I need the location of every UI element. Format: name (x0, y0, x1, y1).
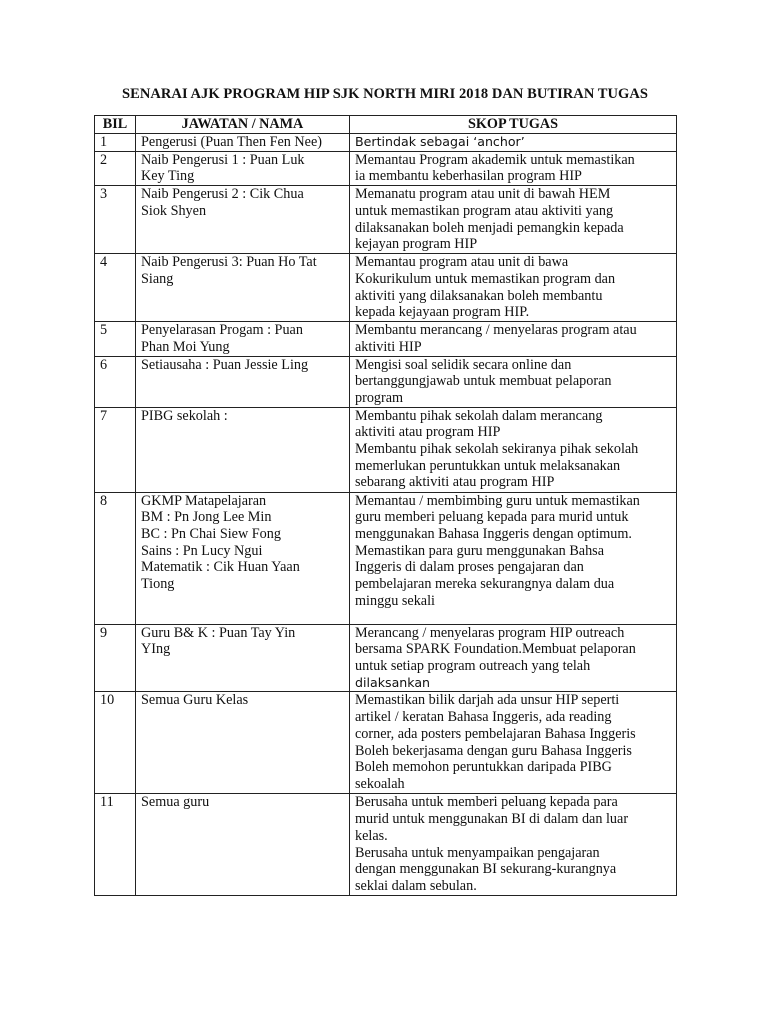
cell-skop-tugas (350, 492, 677, 624)
text-line: seklai dalam sebulan. (355, 877, 477, 894)
text-line: pembelajaran mereka sekurangnya dalam dua (355, 576, 615, 593)
cell-bil: 10 (95, 692, 136, 794)
header-bil: BIL (95, 116, 136, 134)
cell-bil: 1 (95, 134, 136, 152)
text-line: Key Ting (141, 168, 195, 185)
header-jawatan-nama: JAWATAN / NAMA (136, 116, 350, 134)
table-row (95, 624, 677, 692)
cell-jawatan-nama (136, 407, 350, 492)
text-line: Semua Guru Kelas (141, 692, 249, 709)
text-line: memerlukan peruntukkan untuk melaksanakan (355, 457, 621, 474)
cell-jawatan-nama (136, 134, 350, 152)
text-line: Boleh bekerjasama dengan guru Bahasa Inggeris (355, 742, 632, 759)
cell-bil: 5 (95, 322, 136, 356)
text-line: Berusaha untuk memberi peluang kepada para (355, 794, 618, 811)
text-line: Naib Pengerusi 1 : Puan Luk (141, 151, 305, 168)
header-skop-tugas: SKOP TUGAS (350, 116, 677, 134)
table-row (95, 322, 677, 356)
cell-skop-tugas (350, 356, 677, 407)
text-line: Mengisi soal selidik secara online dan (355, 356, 572, 373)
cell-skop-tugas (350, 322, 677, 356)
text-line: Matematik : Cik Huan Yaan (141, 559, 300, 576)
text-line: Boleh memohon peruntukkan daripada PIBG (355, 759, 612, 776)
text-line: Memantau / membimbing guru untuk memastikan (355, 492, 640, 509)
text-line: kelas. (355, 827, 388, 844)
text-line: corner, ada posters pembelajaran Bahasa Inggeris (355, 725, 636, 742)
cell-jawatan-nama (136, 692, 350, 794)
cell-skop-tugas (350, 407, 677, 492)
text-line: Sains : Pn Lucy Ngui (141, 542, 263, 559)
text-line: aktiviti atau program HIP (355, 424, 501, 441)
text-line: Memanatu program atau unit di bawah HEM (355, 186, 611, 203)
text-line: Siang (141, 270, 174, 287)
text-line: Siok Shyen (141, 202, 207, 219)
text-line: Semua guru (141, 794, 210, 811)
text-line: ia membantu keberhasilan program HIP (355, 168, 582, 185)
text-line: Kokurikulum untuk memastikan program dan (355, 270, 616, 287)
cell-jawatan-nama (136, 356, 350, 407)
text-line: menggunakan Bahasa Inggeris dengan optimum. (355, 526, 632, 543)
text-line: Membantu merancang / menyelaras program atau (355, 322, 637, 339)
text-line: artikel / keratan Bahasa Inggeris, ada reading (355, 709, 612, 726)
table-row (95, 186, 677, 254)
text-line: program (355, 389, 404, 406)
text-line: Membantu pihak sekolah dalam merancang (355, 407, 603, 424)
text-line: kejayan program HIP (355, 236, 478, 253)
text-line: Memastikan bilik darjah ada unsur HIP seperti (355, 692, 620, 709)
text-line: Naib Pengerusi 2 : Cik Chua (141, 186, 304, 203)
text-line: bersama SPARK Foundation.Membuat pelaporan (355, 641, 636, 658)
text-line: Pengerusi (Puan Then Fen Nee) (141, 134, 322, 150)
text-line: Phan Moi Yung (141, 338, 230, 355)
cell-skop-tugas (350, 254, 677, 322)
cell-skop-tugas (350, 794, 677, 896)
cell-skop-tugas (350, 151, 677, 185)
cell-bil: 3 (95, 186, 136, 254)
table-row (95, 692, 677, 794)
text-line: Memastikan para guru menggunakan Bahsa (355, 542, 604, 559)
table-row (95, 134, 677, 152)
text-line: BC : Pn Chai Siew Fong (141, 526, 281, 543)
table-row (95, 254, 677, 322)
duty-table (94, 115, 677, 896)
cell-jawatan-nama (136, 624, 350, 692)
text-line: Bertindak sebagai ‘anchor’ (355, 134, 525, 149)
text-line: Merancang / menyelaras program HIP outreach (355, 624, 625, 641)
table-row (95, 356, 677, 407)
text-line: untuk memastikan program atau aktiviti yang (355, 202, 614, 219)
text-line: murid untuk menggunakan BI di dalam dan luar (355, 811, 629, 828)
cell-bil: 7 (95, 407, 136, 492)
cell-skop-tugas (350, 186, 677, 254)
text-line: Tiong (141, 576, 175, 593)
text-line: Memantau Program akademik untuk memastikan (355, 151, 635, 168)
text-line: minggu sekali (355, 592, 435, 609)
text-line: Naib Pengerusi 3: Puan Ho Tat (141, 254, 317, 271)
cell-jawatan-nama (136, 186, 350, 254)
cell-bil: 8 (95, 492, 136, 624)
text-line: aktiviti HIP (355, 338, 422, 355)
table-row (95, 794, 677, 896)
text-line: dilaksankan (355, 674, 431, 690)
cell-jawatan-nama (136, 151, 350, 185)
cell-skop-tugas (350, 692, 677, 794)
text-line: sebarang aktiviti atau program HIP (355, 474, 555, 491)
text-line: dengan menggunakan BI sekurang-kurangnya (355, 861, 617, 878)
text-line: bertanggungjawab untuk membuat pelaporan (355, 373, 612, 390)
cell-bil: 9 (95, 624, 136, 692)
cell-bil: 4 (95, 254, 136, 322)
text-line: Berusaha untuk menyampaikan pengajaran (355, 844, 600, 861)
text-line: kepada kejayaan program HIP. (355, 304, 530, 321)
document-title: SENARAI AJK PROGRAM HIP SJK NORTH MIRI 2018 DAN BUTIRAN TUGAS (122, 86, 648, 102)
text-line: Penyelarasan Progam : Puan (141, 322, 303, 339)
cell-jawatan-nama (136, 794, 350, 896)
text-line: untuk setiap program outreach yang telah (355, 658, 591, 675)
text-line: Inggeris di dalam proses pengajaran dan (355, 559, 584, 576)
table-row (95, 407, 677, 492)
table-row (95, 151, 677, 185)
text-line: Membantu pihak sekolah sekiranya pihak sekolah (355, 441, 639, 458)
text-line: YIng (141, 641, 171, 658)
cell-jawatan-nama (136, 254, 350, 322)
cell-bil: 11 (95, 794, 136, 896)
cell-bil: 2 (95, 151, 136, 185)
text-line: guru memberi peluang kepada para murid untuk (355, 509, 629, 526)
cell-jawatan-nama (136, 492, 350, 624)
text-line: Memantau program atau unit di bawa (355, 254, 569, 271)
text-line: BM : Pn Jong Lee Min (141, 509, 272, 526)
table-row (95, 492, 677, 624)
cell-skop-tugas (350, 624, 677, 692)
cell-skop-tugas (350, 134, 677, 152)
text-line: PIBG sekolah : (141, 407, 228, 424)
text-line: aktiviti yang dilaksanakan boleh membantu (355, 287, 603, 304)
text-line: Setiausaha : Puan Jessie Ling (141, 356, 309, 373)
text-line: dilaksanakan boleh menjadi pemangkin kepada (355, 219, 624, 236)
text-line: GKMP Matapelajaran (141, 492, 267, 509)
text-line: Guru B& K : Puan Tay Yin (141, 624, 296, 641)
cell-jawatan-nama (136, 322, 350, 356)
cell-bil: 6 (95, 356, 136, 407)
text-line: sekoalah (355, 775, 405, 792)
table-header-row (95, 116, 677, 134)
